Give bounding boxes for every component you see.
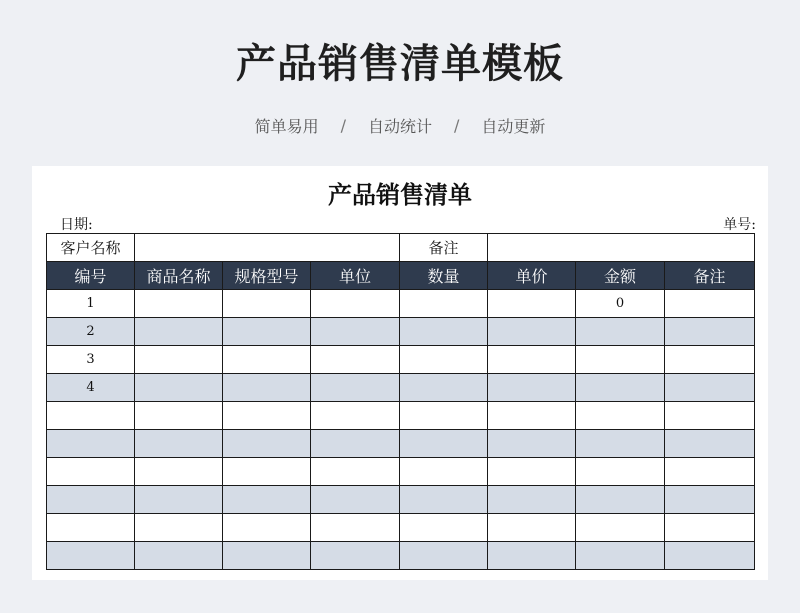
- table-row: [47, 458, 755, 486]
- feature-item: 简单易用: [254, 117, 319, 136]
- table-cell[interactable]: [576, 318, 665, 346]
- column-header: 备注: [665, 262, 755, 290]
- table-row: [47, 402, 755, 430]
- table-cell[interactable]: [665, 346, 755, 374]
- table-cell[interactable]: [488, 430, 576, 458]
- date-label: 日期:: [60, 217, 93, 233]
- table-cell[interactable]: [47, 458, 135, 486]
- table-cell[interactable]: [311, 346, 400, 374]
- column-header: 编号: [47, 262, 135, 290]
- table-cell[interactable]: [135, 458, 223, 486]
- column-header: 数量: [400, 262, 488, 290]
- customer-name-label: 客户名称: [47, 234, 135, 262]
- remark-field[interactable]: [488, 234, 755, 262]
- table-cell[interactable]: [488, 514, 576, 542]
- table-cell[interactable]: [576, 514, 665, 542]
- table-cell[interactable]: [665, 318, 755, 346]
- table-cell[interactable]: [223, 514, 311, 542]
- column-header: 金额: [576, 262, 665, 290]
- table-cell[interactable]: [665, 374, 755, 402]
- table-cell[interactable]: [135, 486, 223, 514]
- table-cell[interactable]: [311, 514, 400, 542]
- sheet-title: 产品销售清单: [328, 180, 472, 209]
- customer-name-field[interactable]: [135, 234, 400, 262]
- table-cell[interactable]: [665, 430, 755, 458]
- table-cell[interactable]: [223, 402, 311, 430]
- table-row: [47, 514, 755, 542]
- table-cell[interactable]: [223, 486, 311, 514]
- table-cell[interactable]: [576, 374, 665, 402]
- table-cell[interactable]: 4: [47, 374, 135, 402]
- table-cell[interactable]: [400, 346, 488, 374]
- table-cell[interactable]: [223, 542, 311, 570]
- table-cell[interactable]: [665, 542, 755, 570]
- table-row: [47, 318, 755, 346]
- table-cell[interactable]: [47, 514, 135, 542]
- table-cell[interactable]: [223, 458, 311, 486]
- table-cell[interactable]: [488, 542, 576, 570]
- table-cell[interactable]: [400, 430, 488, 458]
- table-cell[interactable]: [488, 486, 576, 514]
- column-header: 单价: [488, 262, 576, 290]
- table-cell[interactable]: 0: [576, 290, 665, 318]
- sales-sheet: [32, 166, 768, 580]
- table-cell[interactable]: [135, 430, 223, 458]
- table-cell[interactable]: [311, 430, 400, 458]
- page-title: 产品销售清单模板: [236, 41, 564, 87]
- feature-item: 自动更新: [481, 117, 546, 136]
- table-cell[interactable]: [576, 402, 665, 430]
- table-cell[interactable]: [47, 430, 135, 458]
- table-cell[interactable]: [576, 346, 665, 374]
- table-cell[interactable]: [135, 402, 223, 430]
- table-cell[interactable]: [223, 430, 311, 458]
- table-cell[interactable]: [576, 486, 665, 514]
- table-cell[interactable]: 3: [47, 346, 135, 374]
- table-cell[interactable]: [223, 318, 311, 346]
- table-cell[interactable]: [665, 402, 755, 430]
- table-cell[interactable]: [665, 514, 755, 542]
- table-cell[interactable]: [400, 290, 488, 318]
- column-header: 单位: [311, 262, 400, 290]
- feature-list: [0, 114, 800, 137]
- table-cell[interactable]: [47, 402, 135, 430]
- table-cell[interactable]: [488, 290, 576, 318]
- table-row: [47, 486, 755, 514]
- remark-label: 备注: [400, 234, 488, 262]
- table-cell[interactable]: [311, 542, 400, 570]
- table-cell[interactable]: [135, 290, 223, 318]
- table-row: [47, 290, 755, 318]
- table-cell[interactable]: [400, 542, 488, 570]
- sales-table: [46, 233, 755, 570]
- table-cell[interactable]: [665, 290, 755, 318]
- table-cell[interactable]: [400, 458, 488, 486]
- table-body: [47, 290, 755, 570]
- table-cell[interactable]: [135, 542, 223, 570]
- table-cell[interactable]: [488, 402, 576, 430]
- table-cell[interactable]: [223, 374, 311, 402]
- table-cell[interactable]: [223, 346, 311, 374]
- table-cell[interactable]: [311, 402, 400, 430]
- table-cell[interactable]: [135, 318, 223, 346]
- table-cell[interactable]: 1: [47, 290, 135, 318]
- customer-info-row: [47, 234, 755, 262]
- table-cell[interactable]: [665, 486, 755, 514]
- table-cell[interactable]: [311, 458, 400, 486]
- column-header: 规格型号: [223, 262, 311, 290]
- table-cell[interactable]: [400, 486, 488, 514]
- table-cell[interactable]: [488, 458, 576, 486]
- table-cell[interactable]: [135, 346, 223, 374]
- table-cell[interactable]: [223, 290, 311, 318]
- table-cell[interactable]: [400, 402, 488, 430]
- table-cell[interactable]: [311, 374, 400, 402]
- table-cell[interactable]: [47, 542, 135, 570]
- table-cell[interactable]: [135, 514, 223, 542]
- meta-row: [60, 214, 756, 233]
- table-row: [47, 374, 755, 402]
- feature-item: 自动统计: [367, 117, 432, 136]
- table-cell[interactable]: [400, 318, 488, 346]
- column-header: 商品名称: [135, 262, 223, 290]
- table-cell[interactable]: [488, 318, 576, 346]
- table-row: [47, 542, 755, 570]
- table-cell[interactable]: [576, 458, 665, 486]
- table-header-row: [47, 262, 755, 290]
- order-number-label: 单号:: [723, 217, 756, 233]
- feature-separator: /: [340, 116, 346, 135]
- table-cell[interactable]: [488, 346, 576, 374]
- table-cell[interactable]: [400, 514, 488, 542]
- table-cell[interactable]: [665, 458, 755, 486]
- table-cell[interactable]: [47, 486, 135, 514]
- table-cell[interactable]: [488, 374, 576, 402]
- table-cell[interactable]: [311, 290, 400, 318]
- feature-separator: /: [454, 116, 460, 135]
- table-cell[interactable]: [400, 374, 488, 402]
- table-row: [47, 346, 755, 374]
- table-cell[interactable]: [576, 542, 665, 570]
- table-cell[interactable]: [135, 374, 223, 402]
- table-row: [47, 430, 755, 458]
- table-cell[interactable]: 2: [47, 318, 135, 346]
- table-cell[interactable]: [311, 486, 400, 514]
- table-cell[interactable]: [311, 318, 400, 346]
- table-cell[interactable]: [576, 430, 665, 458]
